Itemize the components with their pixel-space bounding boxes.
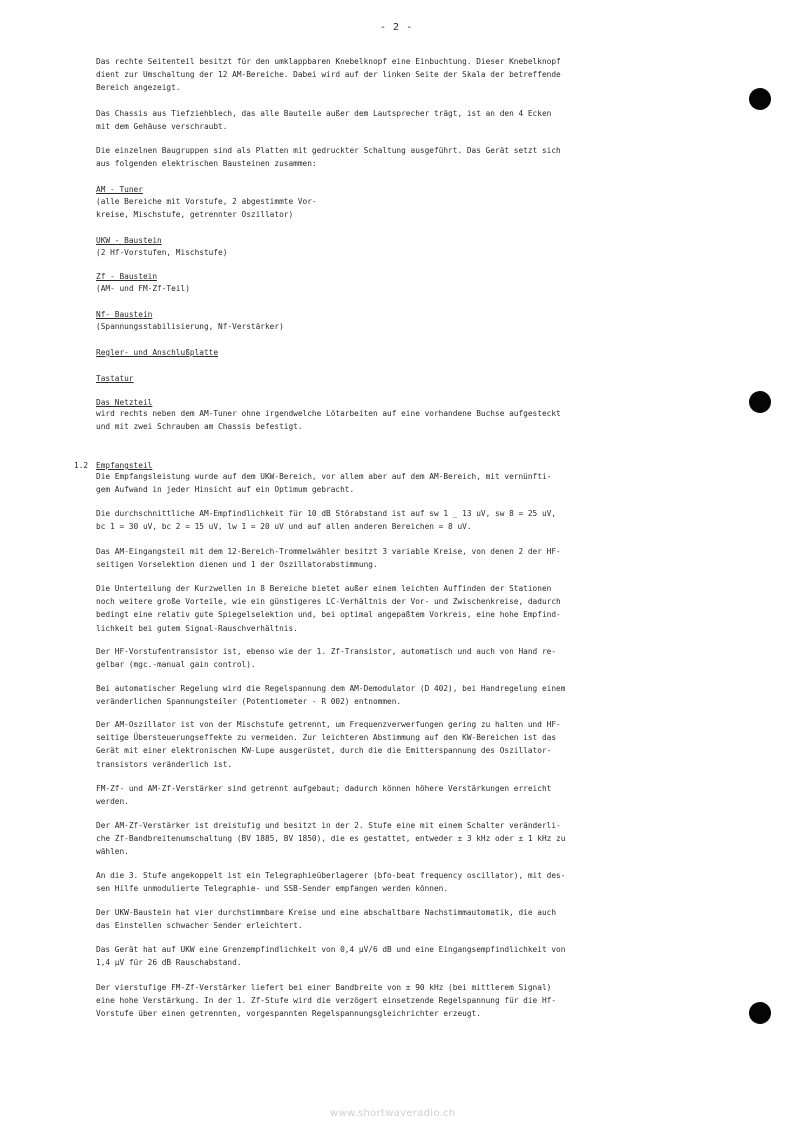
module-title-ukw: UKW - Baustein xyxy=(96,236,162,245)
intro-paragraph-1: Das rechte Seitenteil besitzt für den umklappbaren Knebelknopf eine Einbuchtung. Dieser Knebelknopf dient zur Umschaltung der 12 AM-Bereiche. Dabei wird auf der linken Seite der Skala der betreffende Bereich angezeigt. xyxy=(96,57,561,93)
intro-paragraph-3: Die einzelnen Baugruppen sind als Platten mit gedruckter Schaltung ausgeführt. Das Gerät setzt sich aus folgenden elektrischen Bausteinen zusammen: xyxy=(96,146,561,169)
module-desc-ukw: (2 Hf-Vorstufen, Mischstufe) xyxy=(96,248,228,257)
section-paragraph-11: Der UKW-Baustein hat vier durchstimmbare Kreise und eine abschaltbare Nachstimmautomatik, die auch das Einstellen schwacher Sender erleichtert. xyxy=(96,908,557,931)
module-title-nf: Nf- Baustein xyxy=(96,310,153,319)
page-number: - 2 - xyxy=(380,22,413,33)
module-title-tastatur: Tastatur xyxy=(96,374,134,383)
module-desc-netzteil: wird rechts neben dem AM-Tuner ohne irgendwelche Lötarbeiten auf eine vorhandene Buchse aufgesteckt und mit zwei Schrauben am Chassis befestigt. xyxy=(96,409,561,432)
section-paragraph-4: Die Unterteilung der Kurzwellen in 8 Bereiche bietet außer einem leichten Auffinden der Stationen noch weitere große Vorteile, wie ein günstigeres LC-Verhältnis der Vor- und Zwischenkreise, dadurch bedingt eine relativ gute Spiegelselektion und, bei optimal angepaßtem Vorkreis, eine hohe Empfind- lichkeit bei gutem Signal-Rauschverhältnis. xyxy=(96,584,561,633)
module-title-zf: Zf - Baustein xyxy=(96,272,158,281)
watermark: www.shortwaveradio.ch xyxy=(330,1108,456,1119)
section-paragraph-7: Der AM-Oszillator ist von der Mischstufe getrennt, um Frequenzverwerfungen gering zu halten und HF- seitige Übersteuerungseffekte zu vermeiden. Zur leichteren Abstimmung auf den KW-Bereichen ist das Gerät mit einer elektronischen KW-Lupe ausgerüstet, durch die die Emitterspannung des Oszillator- transistors veränderlich ist. xyxy=(96,720,561,769)
module-title-am-tuner: AM - Tuner xyxy=(96,185,143,194)
section-paragraph-12: Das Gerät hat auf UKW eine Grenzempfindlichkeit von 0,4 µV/6 dB und eine Eingangsempfindlichkeit von 1,4 µV für 26 dB Rauschabstand. xyxy=(96,945,566,968)
section-paragraph-1: Die Empfangsleistung wurde auf dem UKW-Bereich, vor allem aber auf dem AM-Bereich, mit vernünfti- gem Aufwand in jeder Hinsicht auf ein Optimum gebracht. xyxy=(96,472,552,495)
punch-hole-top xyxy=(749,88,771,110)
section-paragraph-10: An die 3. Stufe angekoppelt ist ein Telegraphieüberlagerer (bfo-beat frequency oscillator), mit des- sen Hilfe unmodulierte Telegraphie- und SSB-Sender empfangen werden können. xyxy=(96,871,566,894)
module-desc-am-tuner: (alle Bereiche mit Vorstufe, 2 abgestimmte Vor- kreise, Mischstufe, getrennter Oszillator) xyxy=(96,197,317,220)
punch-hole-bottom xyxy=(749,1002,771,1024)
section-number: 1.2 xyxy=(74,461,89,470)
section-paragraph-3: Das AM-Eingangsteil mit dem 12-Bereich-Trommelwähler besitzt 3 variable Kreise, von denen 2 der HF- seitigen Vorselektion dienen und 1 der Oszillatorabstimmung. xyxy=(96,547,561,570)
intro-paragraph-2: Das Chassis aus Tiefziehblech, das alle Bauteile außer dem Lautsprecher trägt, ist an den 4 Ecken mit dem Gehäuse verschraubt. xyxy=(96,109,552,132)
module-desc-zf: (AM- und FM-Zf-Teil) xyxy=(96,284,190,293)
section-paragraph-5: Der HF-Vorstufentransistor ist, ebenso wie der 1. Zf-Transistor, automatisch und auch von Hand re- gelbar (mgc.-manual gain control). xyxy=(96,647,557,670)
section-paragraph-9: Der AM-Zf-Verstärker ist dreistufig und besitzt in der 2. Stufe eine mit einem Schalter veränderli- che Zf-Bandbreitenumschaltung (BV 1885, BV 1850), die es gestattet, entweder ± 3 kHz oder ± 1 kHz zu wählen. xyxy=(96,821,566,857)
punch-hole-middle xyxy=(749,391,771,413)
module-title-netzteil: Das Netzteil xyxy=(96,398,153,407)
section-paragraph-13: Der vierstufige FM-Zf-Verstärker liefert bei einer Bandbreite von ± 90 kHz (bei mittlerem Signal) eine hohe Verstärkung. In der 1. Zf-Stufe wird die verzögert einsetzende Regelspannung für die Hf- Vorstufe über einen getrennten, vorgespannten Regelspannungsgleichrichter erzeugt. xyxy=(96,983,557,1019)
section-title: Empfangsteil xyxy=(96,461,153,470)
module-title-regler: Regler- und Anschlußplatte xyxy=(96,348,219,357)
section-paragraph-2: Die durchschnittliche AM-Empfindlichkeit für 10 dB Störabstand ist auf sw 1 _ 13 uV, sw 8 = 25 uV, bc 1 = 30 uV, bc 2 = 15 uV, lw 1 = 20 uV und auf allen anderen Bereichen = 8 uV. xyxy=(96,509,557,532)
section-paragraph-8: FM-Zf- und AM-Zf-Verstärker sind getrennt aufgebaut; dadurch können höhere Verstärkungen erreicht werden. xyxy=(96,784,552,807)
section-paragraph-6: Bei automatischer Regelung wird die Regelspannung dem AM-Demodulator (D 402), bei Handregelung einem veränderlichen Spannungsteiler (Potentiometer - R 002) entnommen. xyxy=(96,684,566,707)
module-desc-nf: (Spannungsstabilisierung, Nf-Verstärker) xyxy=(96,322,284,331)
